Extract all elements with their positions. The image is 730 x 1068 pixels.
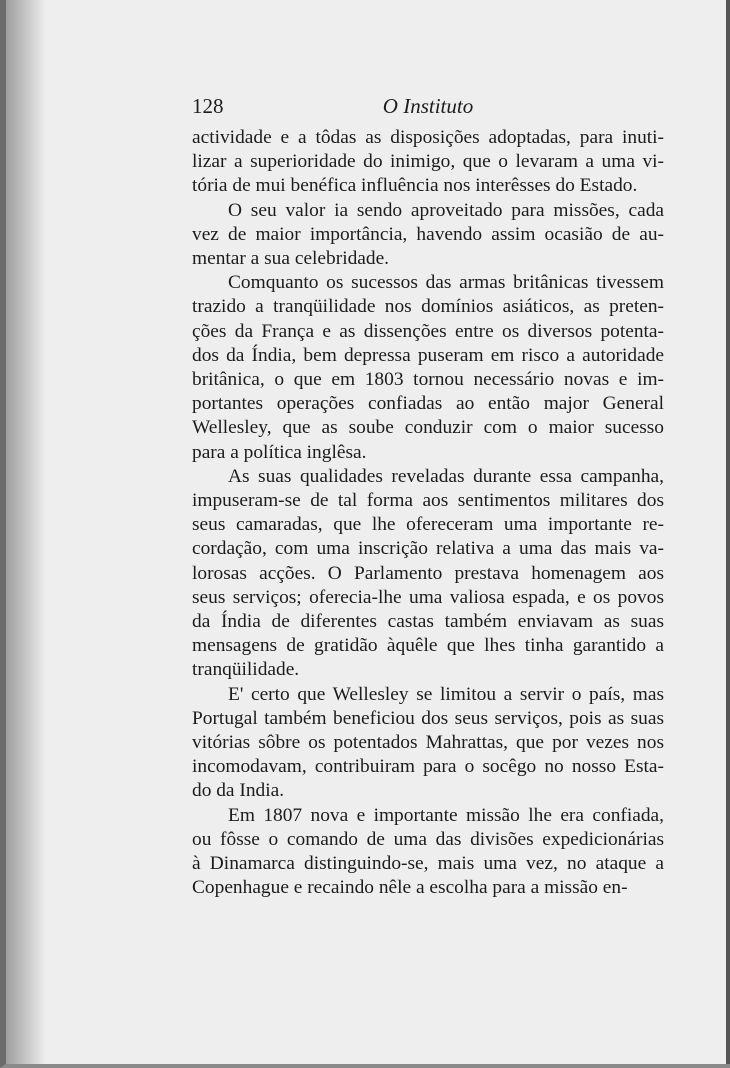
text-line: Copenhague e recaindo nêle a escolha para a missão en- — [192, 877, 628, 899]
text-line: à Dinamarca distinguindo-se, mais uma vez, no ataque a — [192, 853, 664, 875]
paragraph — [192, 804, 664, 901]
page-header — [192, 94, 664, 122]
text-line: cordação, com uma inscrição relativa a uma das mais va- — [192, 538, 664, 560]
text-line: britânica, o que em 1803 tornou necessário novas e im- — [192, 369, 664, 391]
text-line: portantes operações confiadas ao então major General — [192, 393, 664, 415]
text-line: lizar a superioridade do inimigo, que o levaram a uma vi- — [192, 151, 664, 173]
page-number: 128 — [192, 94, 224, 118]
text-line: seus serviços; oferecia-lhe uma valiosa espada, e os povos — [192, 586, 664, 608]
text-line: da Índia de diferentes castas também enviavam as suas — [192, 611, 664, 633]
text-line: vez de maior importância, havendo assim ocasião de au- — [192, 223, 664, 245]
paragraph — [192, 465, 664, 683]
text-line: vitórias sôbre os potentados Mahrattas, que por vezes nos — [192, 732, 664, 754]
text-line: As suas qualidades reveladas durante essa campanha, — [228, 465, 664, 487]
text-line: tória de mui benéfica influência nos interêsses do Estado. — [192, 175, 638, 197]
text-line: ções da França e as dissenções entre os diversos potenta- — [192, 320, 664, 342]
text-line: trazido a tranqüilidade nos domínios asiáticos, as preten- — [192, 296, 664, 318]
text-line: seus camaradas, que lhe ofereceram uma importante re- — [192, 514, 664, 536]
page-edge — [726, 0, 730, 1064]
text-line: impuseram-se de tal forma aos sentimentos militares dos — [192, 490, 664, 512]
text-line: Comquanto os sucessos das armas britânicas tivessem — [228, 272, 664, 294]
paragraph — [192, 271, 664, 465]
paragraph — [192, 199, 664, 272]
body-text — [192, 126, 664, 901]
binding-shadow — [6, 0, 46, 1064]
text-line: mensagens de gratidão àquêle que lhes tinha garantido a — [192, 635, 664, 657]
paragraph — [192, 126, 664, 199]
text-line: ou fôsse o comando de uma das divisões expedicionárias — [192, 828, 664, 850]
text-line: do da India. — [192, 780, 285, 802]
text-line: para a política inglêsa. — [192, 441, 367, 463]
text-line: incomodavam, contribuiram para o socêgo no nosso Esta- — [192, 756, 664, 778]
text-line: Em 1807 nova e importante missão lhe era confiada, — [228, 804, 664, 826]
text-line: E' certo que Wellesley se limitou a servir o país, mas — [228, 683, 664, 705]
text-line: mentar a sua celebridade. — [192, 248, 390, 270]
text-line: Portugal também beneficiou dos seus serviços, pois as suas — [192, 707, 664, 729]
text-line: lorosas acções. O Parlamento prestava homenagem aos — [192, 562, 664, 584]
text-line: actividade e a tôdas as disposições adoptadas, para inuti- — [192, 127, 664, 148]
text-line: Wellesley, que as soube conduzir com o maior sucesso — [192, 417, 664, 439]
paragraph — [192, 683, 664, 804]
text-line: O seu valor ia sendo aproveitado para missões, cada — [228, 199, 664, 221]
text-line: tranqüilidade. — [192, 659, 300, 681]
text-line: dos da Índia, bem depressa puseram em risco a autoridade — [192, 344, 664, 366]
running-title: O Instituto — [382, 94, 474, 118]
